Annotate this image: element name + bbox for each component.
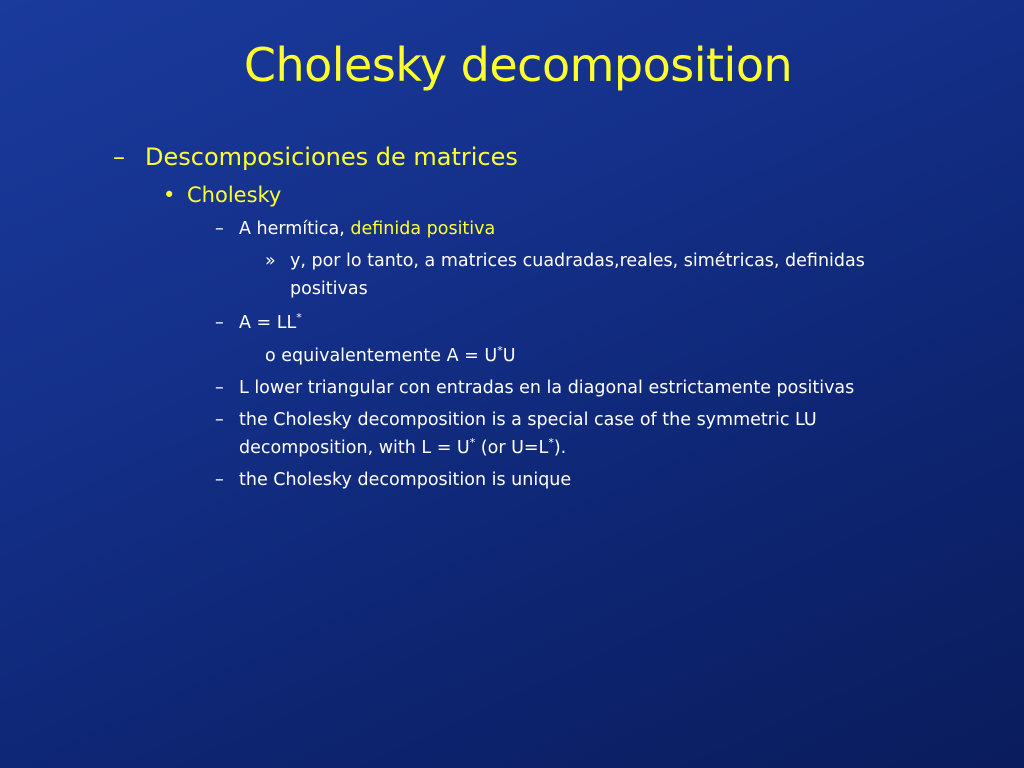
item-special-case-line1: the Cholesky decomposition is a special case of the symmetric LU [239,410,817,430]
superscript-star: * [469,436,476,449]
text-definida-positiva: definida positiva [350,219,496,239]
item-cholesky: Cholesky [187,183,282,207]
bullet-dash-marker: – [215,219,224,239]
item-a-equals-llstar [239,313,302,333]
text-equivalentemente: o equivalentemente A = U [265,346,498,366]
text-hermitica: A hermítica, [239,219,351,239]
bullet-dot-marker: • [163,183,176,207]
item-descomposiciones: Descomposiciones de matrices [145,143,518,171]
bullet-dash-marker: – [215,470,224,490]
superscript-star: * [497,344,503,357]
superscript-star: * [548,436,554,449]
item-unique: the Cholesky decomposition is unique [239,470,572,490]
item-por-lo-tanto-line2: positivas [290,279,368,299]
text-or-u-l: (or U=L [475,438,549,458]
text-u: U [502,346,516,366]
slide-title: Cholesky decomposition [243,38,793,92]
item-lower-triangular: L lower triangular con entradas en la diagonal estrictamente positivas [239,378,855,398]
text-a-ll: A = LL [239,313,297,333]
bullet-dash-marker: – [113,143,125,171]
text-decomposition-with: decomposition, with L = U [239,438,470,458]
bullet-dash-marker: – [215,378,224,398]
item-special-case-line2 [239,438,566,458]
text-close-paren: ). [553,438,567,458]
item-hermitica [239,219,495,239]
bullet-raquo-marker: » [265,251,276,271]
item-equivalentemente [265,346,516,366]
item-por-lo-tanto-line1: y, por lo tanto, a matrices cuadradas,reales, simétricas, definidas [290,251,865,271]
superscript-star: * [296,311,302,324]
bullet-dash-marker: – [215,410,224,430]
bullet-dash-marker: – [215,313,224,333]
